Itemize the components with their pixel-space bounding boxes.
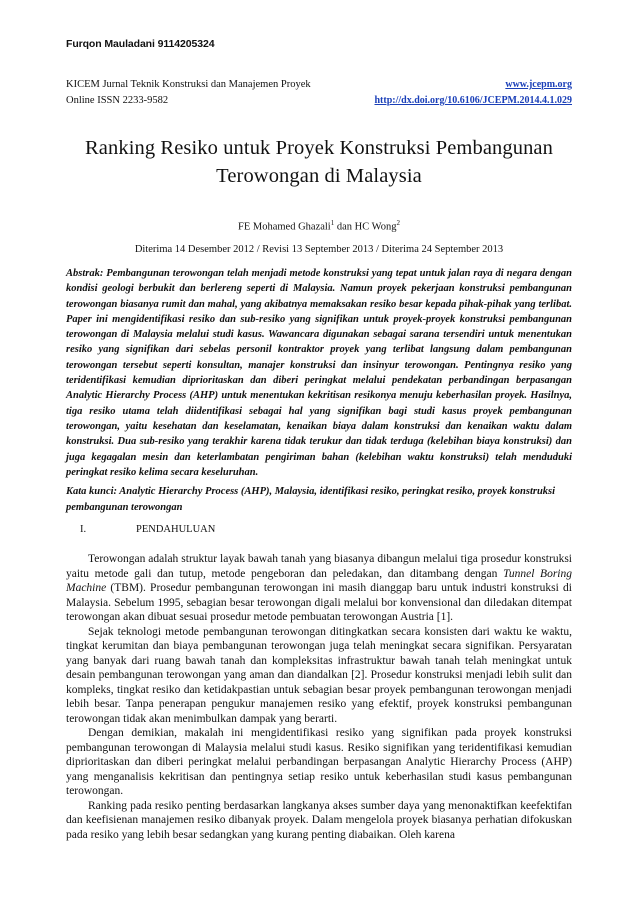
section-title: PENDAHULUAN: [136, 524, 216, 535]
doi-link[interactable]: http://dx.doi.org/10.6106/JCEPM.2014.4.1.029: [374, 95, 572, 106]
journal-name: KICEM Jurnal Teknik Konstruksi dan Manajemen Proyek: [66, 79, 311, 90]
section-heading: [80, 524, 215, 535]
paper-title: [20, 134, 618, 190]
paragraph-3: Dengan demikian, makalah ini mengidentifikasi resiko yang signifikan pada proyek konstruksi pembangunan terowongan di Malaysia melalui studi kasus. Resiko signifikan yang teridentifikasi kemudian diprioritaskan dan diberi peringkat melalui perbandingan berpasangan Analytic Hierarchy Process (AHP) yang menganalisis kekritisan dan pentingnya setiap resiko untuk keberhasilan studi kasus pembangunan terowongan.: [66, 727, 572, 797]
paragraph-2: Sejak teknologi metode pembangunan terowongan ditingkatkan secara konsisten dari waktu ke waktu, tingkat kerumitan dan biaya pembangunan terowongan juga telah meningkat secara signifikan. Persyaratan yang banyak dari ruang bawah tanah dan kompleksitas infrastruktur bawah tanah telah meningkat untuk desain pembangunan terowongan yang aman dan diandalkan [2]. Prosedur konstruksi menjadi lebih sulit dan kompleks, tingkat resiko dan ketidakpastian untuk sebagian besar proyek pembangunan terowongan menjadi lebih besar. Tanpa penerapan pengukur manajemen resiko yang efektif, proyek konstruksi pembangunan terowongan tidak akan menimbulkan dampak yang berarti.: [66, 625, 572, 725]
author-separator: dan HC Wong: [336, 221, 397, 233]
section-number: I.: [80, 524, 87, 535]
journal-row: [66, 79, 572, 90]
title-line-2: Terowongan di Malaysia: [216, 165, 422, 187]
paragraph-4: Ranking pada resiko penting berdasarkan langkanya akses sumber daya yang menonaktifkan keefektifan dan keefisienan manajemen resiko dibanyak proyek. Dalam mengelola proyek biasanya perhatian difokuskan pada resiko yang lebih besar sedangkan yang kurang penting diabaikan. Oleh karena: [66, 799, 572, 841]
author-1-affiliation: 1: [330, 219, 335, 227]
submission-dates: Diterima 14 Desember 2012 / Revisi 13 September 2013 / Diterima 24 September 2013: [134, 244, 504, 255]
issn: Online ISSN 2233-9582: [66, 95, 169, 106]
author-1: FE Mohamed Ghazali: [238, 221, 331, 233]
abstract: Abstrak: Pembangunan terowongan telah menjadi metode konstruksi yang tepat untuk jalan raya di negara dengan kondisi geologi berbukit dan berlereng seperti di Malaysia. Namun proyek pekerjaan konstruksi pembangunan terowongan biasanya rumit dan mahal, yang akibatnya memaksakan resiko besar kepada pihak-pihak yang terlibat. Paper ini mengidentifikasi resiko dan sub-resiko yang signifikan untuk proyek-proyek konstruksi pembangunan terowongan di Malaysia melalui studi kasus. Wawancara digunakan sebagai sarana tersendiri untuk menentukan resiko yang signifikan dari sebelas personil kontraktor proyek yang terlibat langsung dalam pembangunan terowongan tersebut seperti konsultan, manajer konstruksi dan insinyur terowongan. Pentingnya resiko yang teridentifikasi kemudian diprioritaskan dan diberi peringkat melalui pendekatan perbandingan berpasangan Analytic Hierarchy Process (AHP) untuk menentukan kekritisan resikonya menuju keberhasilan proyek. Hasilnya, tiga resiko utama telah diidentifikasi sebagai hal yang signifikan bagi studi kasus proyek pembangunan terowongan, yaitu kesehatan dan keselamatan, kenaikan biaya dalam konstruksi dan kenaikan waktu dalam konstruksi. Dua sub-resiko yang terakhir karena tidak terukur dan tidak terduga (kelebihan biaya konstruksi) dan juga kegagalan mesin dan keterlambatan pengiriman bahan (kelebihan waktu konstruksi) telah menduduki peringkat resiko kelima secara keseluruhan.: [66, 268, 572, 478]
journal-website-link[interactable]: www.jcepm.org: [505, 79, 572, 90]
paragraph-1: Terowongan adalah struktur layak bawah tanah yang biasanya dibangun melalui tiga prosedur konstruksi yaitu metode gali dan tutup, metode pengeboran dan peledakan, dan ditambang dengan Tunnel Boring Machine (TBM). Prosedur pembangunan terowongan ini masih dianggap baru untuk industri konstruksi di Malaysia. Sebelum 1995, sebagian besar terowongan digali melalui bor konvensional dan diledakan ditempat terowongan akan dibuat sesuai prosedur metode pembuatan terowongan Austria [1].: [66, 553, 572, 623]
title-line-1: Ranking Resiko untuk Proyek Konstruksi Pembangunan: [85, 137, 553, 159]
issn-row: [66, 95, 572, 106]
body-text: [66, 552, 572, 842]
author-2-affiliation: 2: [396, 219, 400, 227]
keywords: Kata kunci: Analytic Hierarchy Process (AHP), Malaysia, identifikasi resiko, peringkat resiko, proyek konstruksi pembangunan terowongan: [66, 486, 556, 513]
student-author-line: Furqon Mauladani 9114205324: [66, 38, 215, 50]
tbm-term: Tunnel Boring Machine: [66, 567, 572, 594]
paper-authors: [0, 219, 638, 233]
